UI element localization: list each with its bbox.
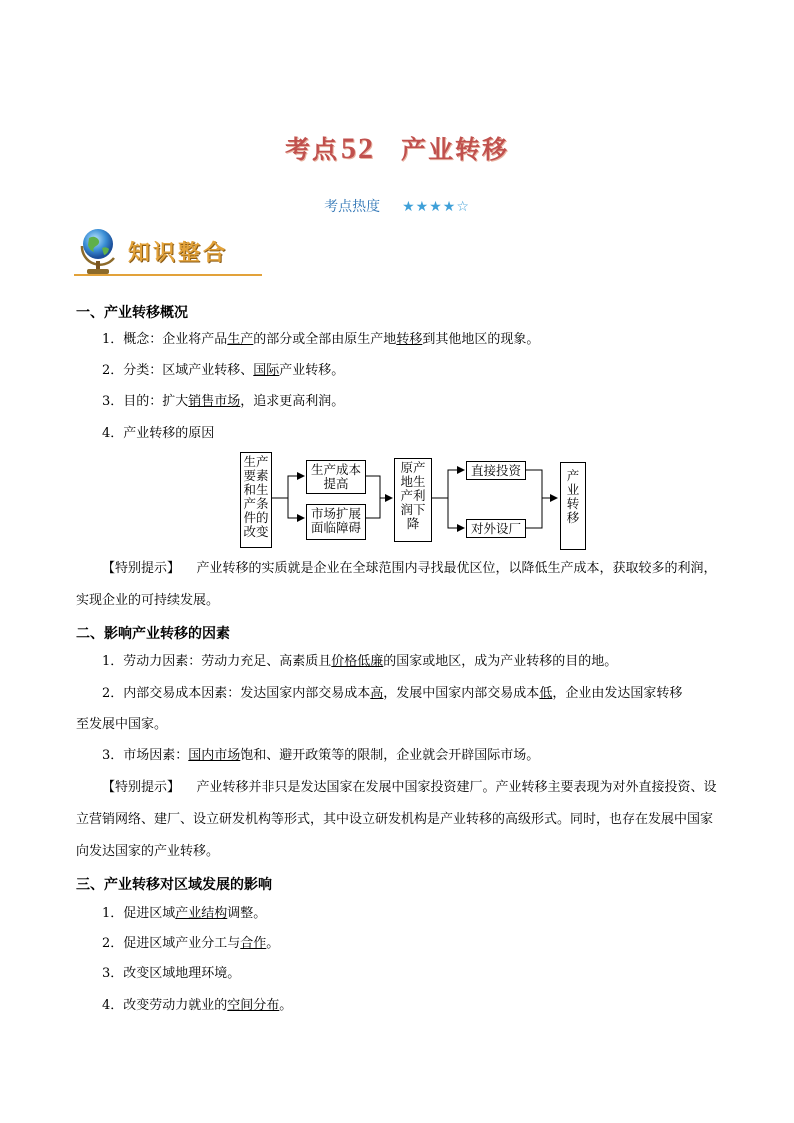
heat-label: 考点热度 <box>324 199 381 215</box>
badge-label: 知识整合 <box>128 241 229 266</box>
sec3-item-3: 3．改变区域地理环境。 <box>102 966 241 981</box>
direct-investment-box: 直接投资 <box>466 461 526 480</box>
section-heading-3: 三、产业转移对区域发展的影响 <box>76 877 272 893</box>
industry-transfer-box: 产业转移 <box>560 462 586 550</box>
cost-rise-box: 生产成本提高 <box>306 460 366 494</box>
special-tip-2: 【特别提示】 产业转移并非只是发达国家在发展中国家投资建厂。产业转移主要表现为对外直接投资、设立营销网络、建厂、设立研发机构等形式，其中设立研发机构是产业转移的高级形式。同时，也存在发展中国家向发达国家的产业转移。 <box>76 780 717 859</box>
sec3-item-1: 1．促进区域产业结构调整。 <box>102 906 267 921</box>
title-prefix: 考点 <box>284 135 339 164</box>
sec1-item-3: 3．目的：扩大销售市场，追求更高利润。 <box>102 394 345 409</box>
tip-label: 【特别提示】 <box>102 780 181 795</box>
sec1-item-4: 4．产业转移的原因 <box>102 426 215 441</box>
sec3-item-4: 4．改变劳动力就业的空间分布。 <box>102 998 293 1013</box>
sec2-item-1: 1．劳动力因素：劳动力充足、高素质且价格低廉的国家或地区，成为产业转移的目的地。 <box>102 654 618 669</box>
overseas-factory-box: 对外设厂 <box>466 519 526 538</box>
sec2-item-3: 3．市场因素：国内市场饱和、避开政策等的限制，企业就会开辟国际市场。 <box>102 748 540 763</box>
profit-decline-box: 原产地生产利润下降 <box>394 458 432 542</box>
sec2-item-2: 2．内部交易成本因素：发达国家内部交易成本高，发展中国家内部交易成本低，企业由发达国家转移 <box>102 686 683 701</box>
market-barrier-box: 市场扩展面临障碍 <box>306 504 366 540</box>
sec3-item-2: 2．促进区域产业分工与合作。 <box>102 936 280 951</box>
factor-change-box: 生产要素和生产条件的改变 <box>240 452 272 548</box>
star-rating: ★★★★☆ <box>402 199 470 215</box>
special-tip-1: 【特别提示】 产业转移的实质就是企业在全球范围内寻找最优区位，以降低生产成本，获取较多的利润，实现企业的可持续发展。 <box>76 561 717 608</box>
title-topic: 产业转移 <box>401 135 510 164</box>
sec1-item-1: 1．概念：企业将产品生产的部分或全部由原生产地转移到其他地区的现象。 <box>102 332 540 347</box>
sec2-item-2-cont: 至发展中国家。 <box>76 717 168 732</box>
sec1-item-2: 2．分类：区域产业转移、国际产业转移。 <box>102 363 345 378</box>
section-heading-2: 二、影响产业转移的因素 <box>76 626 230 642</box>
title-number: 52 <box>341 132 375 165</box>
tip-label: 【特别提示】 <box>102 561 181 576</box>
section-heading-1: 一、产业转移概况 <box>76 305 188 321</box>
